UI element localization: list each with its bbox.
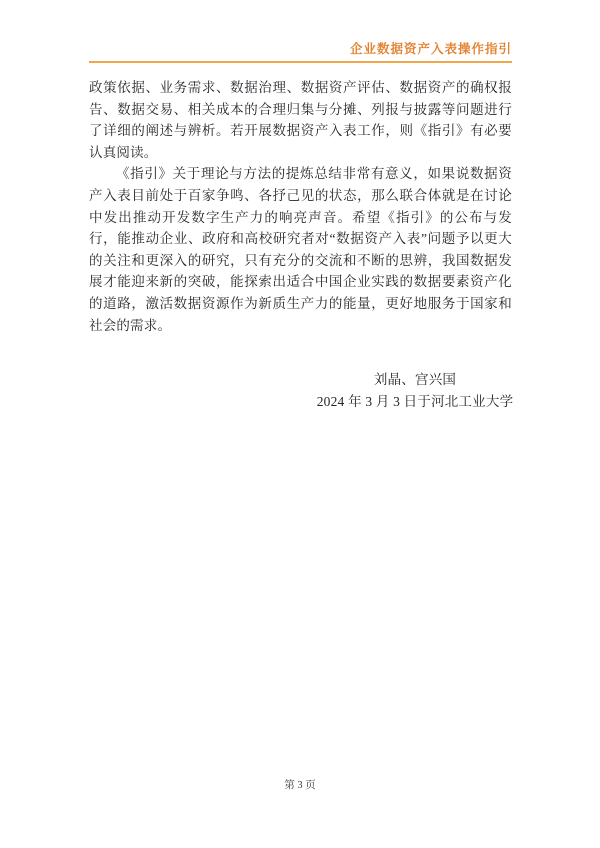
body-paragraph-1: 政策依据、业务需求、数据治理、数据资产评估、数据资产的确权报告、数据交易、相关成本的合理归集与分摊、列报与披露等问题进行了详细的阐述与辨析。若开展数据资产入表工作，则《指引》有必要认真阅读。 [89,80,512,160]
page-header-title: 企业数据资产入表操作指引 [349,42,512,56]
signature-block [275,369,555,412]
document-body [89,77,512,412]
signature-authors: 刘晶、宫兴国 [373,372,457,388]
body-paragraph-2: 《指引》关于理论与方法的提炼总结非常有意义，如果说数据资产入表目前处于百家争鸣、各抒己见的状态，那么联合体就是在讨论中发出推动开发数字生产力的响亮声音。希望《指引》的公布与发行，能推动企业、政府和高校研究者对“数据资产入表”问题予以更大的关注和更深入的研究，只有充分的交流和不断的思辨，我国数据发展才能迎来新的突破，能探索出适合中国企业实践的数据要素资产化的道路，激活数据资源作为新质生产力的能量，更好地服务于国家和社会的需求。 [89,166,512,333]
signature-date-location: 2024 年 3 月 3 日于河北工业大学 [316,393,514,409]
page-number: 第 3 页 [284,780,316,791]
header-rule-divider [89,61,512,63]
